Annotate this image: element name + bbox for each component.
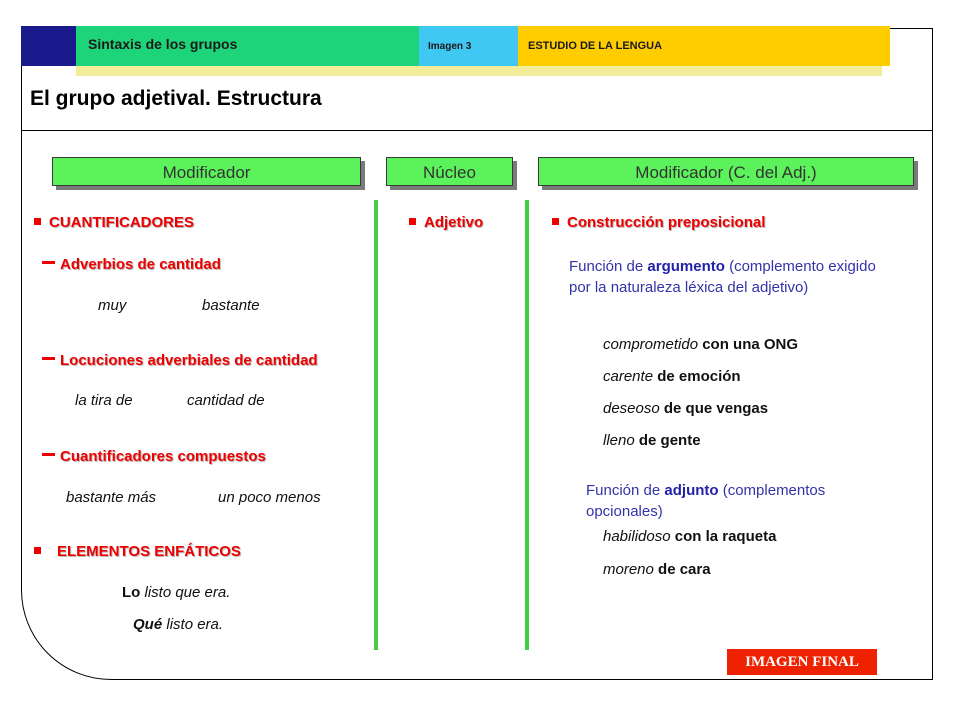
heading-adverbios-label: Adverbios de cantidad: [60, 256, 221, 273]
argumento-example-3: [603, 400, 768, 417]
adjunto-description: [586, 480, 906, 522]
example-comp: con una ONG: [698, 336, 799, 353]
example-adj: comprometido: [603, 336, 699, 353]
heading-construccion: [552, 214, 765, 231]
bullet-dash-icon: [42, 453, 55, 456]
example-enfatico-2: [133, 616, 223, 633]
example-adj: habilidoso: [603, 528, 671, 545]
final-image-badge[interactable]: IMAGEN FINAL: [727, 649, 877, 675]
example-bastante-mas: bastante más: [66, 489, 157, 506]
example-comp: de cara: [653, 561, 711, 578]
argumento-example-1: [603, 336, 798, 353]
heading-compuestos-label: Cuantificadores compuestos: [60, 448, 266, 465]
example-comp: de gente: [634, 432, 701, 449]
header-section-text: Sintaxis de los grupos: [88, 36, 238, 52]
heading-adjetivo: [409, 214, 483, 231]
bullet-square-icon: [409, 218, 416, 225]
adjunto-example-1: [603, 528, 776, 545]
heading-adjetivo-label: Adjetivo: [424, 214, 484, 231]
heading-locuciones: [42, 352, 318, 369]
adjunto-pre: Función de: [586, 482, 665, 499]
heading-locuciones-label: Locuciones adverbiales de cantidad: [60, 352, 318, 369]
example-adj: carente: [603, 368, 654, 385]
column-separator-right: [525, 200, 529, 650]
example-bastante: bastante: [202, 297, 260, 314]
bullet-square-icon: [552, 218, 559, 225]
example-un-poco-menos: un poco menos: [218, 489, 321, 506]
bullet-dash-icon: [42, 261, 55, 264]
bullet-dash-icon: [42, 357, 55, 360]
page-title: El grupo adjetival. Estructura: [30, 87, 322, 110]
example-la-tira-de: la tira de: [75, 392, 133, 409]
argumento-bold: argumento: [647, 258, 725, 275]
heading-enfaticos-label: ELEMENTOS ENFÁTICOS: [57, 543, 241, 560]
heading-cuantificadores-label: CUANTIFICADORES: [49, 214, 194, 231]
title-divider: [21, 130, 933, 131]
argumento-pre: Función de: [569, 258, 648, 275]
example-enfatico-1: [122, 584, 230, 601]
heading-construccion-label: Construcción preposicional: [567, 214, 766, 231]
heading-cuantificadores: [34, 214, 194, 231]
column-header-modificador: Modificador: [52, 157, 361, 186]
argumento-example-4: [603, 432, 701, 449]
column-separator-left: [374, 200, 378, 650]
bullet-square-icon: [34, 547, 41, 554]
adjunto-post: (complementos opcionales): [586, 482, 826, 520]
adjunto-bold: adjunto: [664, 482, 719, 499]
bullet-square-icon: [34, 218, 41, 225]
example-comp: de emoción: [653, 368, 741, 385]
heading-enfaticos: [34, 543, 241, 560]
example-adj: moreno: [603, 561, 654, 578]
header-shadow: [76, 66, 882, 76]
heading-adverbios: [42, 256, 221, 273]
argumento-post: (complemento exigido por la naturaleza léxica del adjetivo): [569, 258, 876, 296]
argumento-description: [569, 256, 899, 298]
header-image-label: Imagen 3: [428, 41, 472, 52]
example-enfatico-2-rest: listo era.: [162, 616, 224, 633]
column-header-nucleo: Núcleo: [386, 157, 513, 186]
example-muy: muy: [98, 297, 127, 314]
example-adj: lleno: [603, 432, 635, 449]
example-adj: deseoso: [603, 400, 660, 417]
example-enfatico-1-rest: listo que era.: [140, 584, 231, 601]
adjunto-example-2: [603, 561, 711, 578]
argumento-example-2: [603, 368, 741, 385]
header-navy-block: [21, 26, 76, 66]
example-comp: con la raqueta: [670, 528, 777, 545]
example-comp: de que vengas: [659, 400, 769, 417]
example-cantidad-de: cantidad de: [187, 392, 265, 409]
column-header-modificador-adj: Modificador (C. del Adj.): [538, 157, 914, 186]
example-enfatico-2-bold: Qué: [133, 616, 163, 633]
heading-compuestos: [42, 448, 266, 465]
example-enfatico-1-bold: Lo: [122, 584, 141, 601]
header-subject-text: ESTUDIO DE LA LENGUA: [528, 40, 663, 52]
